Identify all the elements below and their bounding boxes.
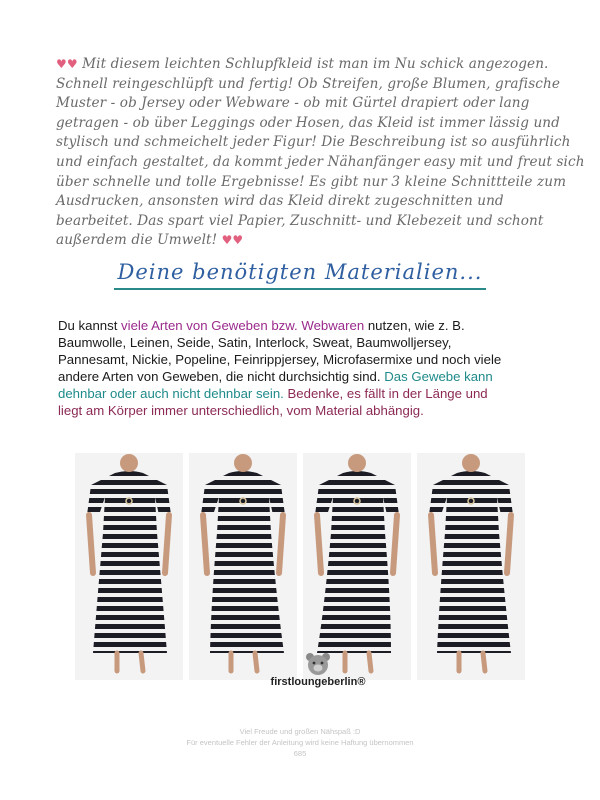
dress-photo [189,453,297,680]
intro-line: Schnell reingeschlüpft und fertig! Ob Streifen, große Blumen, grafische [56,75,560,92]
intro-line: außerdem die Umwelt! ♥♥ [56,232,244,249]
intro-line: ♥♥ Mit diesem leichten Schlupfkleid ist man im Nu schick angezogen. [56,56,549,72]
hearts-icon: ♥♥ [56,57,78,71]
footer [0,726,600,759]
body-line: andere Arten von Geweben, die nicht durchsichtig sind. Das Gewebe kann [58,369,493,385]
footer-line: Viel Freude und großen Nähspaß :D [239,727,361,736]
intro-line: und einfach gestaltet, da kommt jeder Nähanfänger easy mit und freut sich [56,153,585,170]
body-line [58,385,558,402]
intro-line: bearbeitet. Das spart viel Papier, Zuschnitt- und Klebezeit und schont [56,212,544,229]
intro-line: Ausdrucken, ansonsten wird das Kleid direkt zugeschnitten und [56,193,504,210]
dress-photo [303,453,411,680]
dress-photo [75,453,183,680]
intro-paragraph [56,55,585,251]
intro-line: Muster - ob Jersey oder Webware - ob mit Gürtel drapiert oder lang [56,95,530,112]
footer-line: Für eventuelle Fehler der Anleitung wird keine Haftung übernommen [186,738,414,747]
body-line: Du kannst viele Arten von Geweben bzw. Webwaren nutzen, wie z. B. [58,318,465,333]
intro-line: stylisch und schmeichelt jeder Figur! Die Beschreibung ist so ausführlich [56,134,571,151]
intro-line: getragen - ob über Leggings oder Hosen, das Kleid ist immer lässig und [56,114,560,131]
body-line: Pannesamt, Nickie, Popeline, Feinrippjersey, Microfasermixe und noch viele [58,352,502,368]
body-line: Baumwolle, Leinen, Seide, Satin, Interlock, Sweat, Baumwolljersey, [58,335,452,351]
highlight-fabrics: viele Arten von Geweben bzw. Webwaren [121,318,365,333]
hearts-icon: ♥♥ [221,233,244,248]
dress-photo [417,453,525,680]
section-heading-text: Deine benötigten Materialien... [114,260,487,290]
materials-paragraph [58,317,558,420]
highlight-stretch: Das Gewebe kann [384,369,493,385]
highlight-stretch: dehnbar oder auch nicht dehnbar sein. [58,386,288,402]
body-line: liegt am Körper immer unterschiedlich, vom Material abhängig. [58,403,424,419]
page-number: 685 [293,749,307,758]
section-heading [0,260,600,290]
brand-name: firstloungeberlin® [270,676,366,688]
intro-line: über schnelle und tolle Ergebnisse! Es gibt nur 3 kleine Schnittteile zum [56,173,567,190]
brand-logo [258,652,378,698]
dress-photo-collage [75,453,525,680]
highlight-drape: Bedenke, es fällt in der Länge und [287,386,488,402]
bear-logo-icon [303,652,333,676]
